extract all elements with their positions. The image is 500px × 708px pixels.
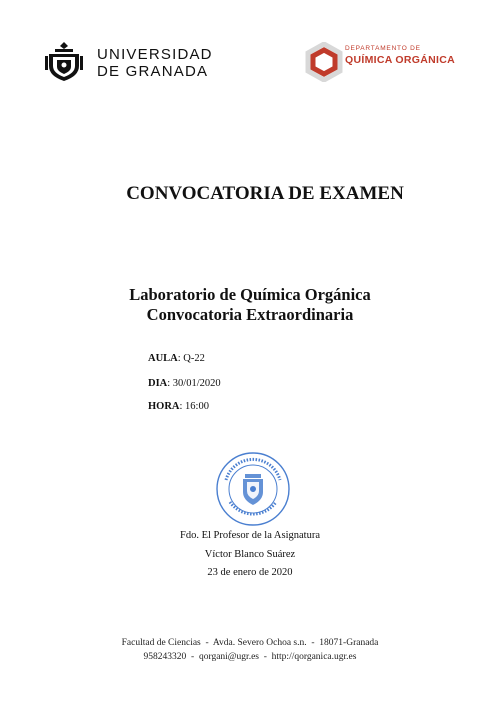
dia-label: DIA: [148, 378, 168, 389]
subtitle-line2: Convocatoria Extraordinaria: [146, 305, 354, 324]
department-name: [345, 45, 455, 66]
department-title: QUÍMICA ORGÁNICA: [345, 54, 455, 66]
university-logo: [45, 40, 213, 82]
aula-label: AULA: [148, 353, 178, 364]
hora-label: HORA: [148, 401, 180, 412]
department-label: DEPARTAMENTO DE: [345, 45, 421, 52]
signature-name: Víctor Blanco Suárez: [204, 549, 296, 560]
detail-dia: [148, 378, 221, 389]
department-seal-stamp-icon: [214, 450, 292, 528]
signature-role: Fdo. El Profesor de la Asignatura: [180, 530, 320, 541]
university-crest-icon: [45, 40, 83, 82]
detail-aula: [148, 353, 205, 364]
subtitle: [0, 285, 500, 325]
university-name-line1: UNIVERSIDAD: [97, 46, 213, 63]
department-logo: [305, 42, 465, 82]
detail-hora: [148, 401, 209, 412]
signature-date: 23 de enero de 2020: [207, 567, 293, 578]
hora-value: : 16:00: [179, 401, 209, 412]
footer-address: Facultad de Ciencias - Avda. Severo Ochoa s.n. - 18071-Granada: [121, 638, 379, 648]
dia-value: : 30/01/2020: [167, 378, 221, 389]
university-name: [97, 46, 213, 80]
hexagon-icon: [305, 42, 343, 82]
footer-contact: 958243320 - qorgani@ugr.es - http://qorganica.ugr.es: [143, 652, 357, 662]
page-title: CONVOCATORIA DE EXAMEN: [126, 183, 404, 204]
subtitle-line1: Laboratorio de Química Orgánica: [129, 285, 371, 304]
university-name-line2: DE GRANADA: [97, 63, 209, 80]
aula-value: : Q-22: [177, 353, 205, 364]
